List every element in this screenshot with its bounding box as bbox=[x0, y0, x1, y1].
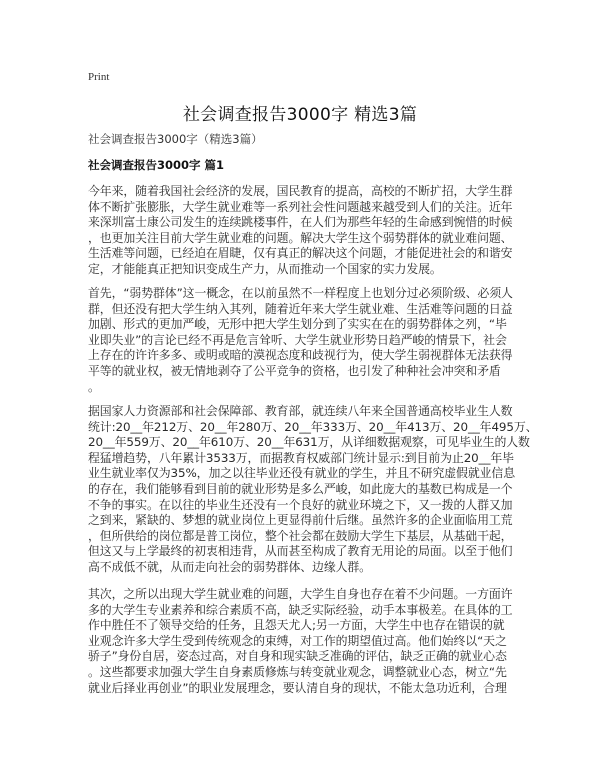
paragraph-line: 今年来，随着我国社会经济的发展，国民教育的提高，高校的不断扩招，大学生群 bbox=[88, 184, 513, 198]
paragraph-line: 的存在，我们能够看到目前的就业形势是多么严峻，如此庞大的基数已构成是一个 bbox=[88, 481, 513, 496]
paragraph-line: 统计:20__年212万、20__年280万、20__年333万、20__年413万、20__年495万、 bbox=[88, 419, 538, 434]
paragraph-line: 之到来，紧缺的、梦想的就业岗位上更显得前什后继。虽然许多的企业面临用工荒 bbox=[88, 513, 513, 528]
paragraph-line: 作中胜任不了领导交给的任务，且怨天尤人;另一方面，大学生中也存在错误的就 bbox=[88, 618, 505, 633]
paragraph-line: 据国家人力资源部和社会保障部、教育部，就连续八年来全国普通高校毕业生人数 bbox=[88, 404, 513, 418]
paragraph-line: 。这些都要求加强大学生自身素质修炼与转变就业观念，调整就业心态，树立“先 bbox=[88, 664, 507, 679]
paragraph-line: 。 bbox=[88, 379, 100, 394]
paragraph-line: 加剧、形式的更加严峻，无形中把大学生划分到了实实在在的弱势群体之列，“毕 bbox=[88, 317, 507, 332]
paragraph-1 bbox=[88, 184, 512, 278]
paragraph-line: 多的大学生专业素养和综合素质不高，缺乏实际经验，动手本事极差。在具体的工 bbox=[88, 602, 513, 617]
paragraph-line: ，但所供给的岗位都是普工岗位，整个社会都在鼓励大学生下基层，从基础干起， bbox=[88, 528, 513, 543]
paragraph-line: 业生就业率仅为35%，加之以往毕业还役有就业的学生，并且不研究虚假就业信息 bbox=[88, 466, 516, 481]
paragraph-line: 但这又与上学最终的初衷相违背，从而甚至构成了教育无用论的局面。以至于他们 bbox=[88, 544, 513, 559]
paragraph-line: 业观念许多大学生受到传统观念的束缚，对工作的期望值过高。他们始终以“天之 bbox=[88, 633, 507, 648]
section-heading: 社会调查报告3000字 篇1 bbox=[88, 158, 225, 172]
paragraph-line: 生活难等问题，已经迫在眉睫，仅有真正的解决这个问题，才能促进社会的和谐安 bbox=[88, 246, 513, 261]
paragraph-line: 程猛增趋势，八年累计3533万，而据教育权威部门统计显示:到目前为止20__年毕 bbox=[88, 450, 514, 465]
paragraph-line: 高不成低不就，从而走向社会的弱势群体、边缘人群。 bbox=[88, 559, 371, 574]
paragraph-line: 平等的就业权，被无情地剥夺了公平竞争的资格，也引发了种种社会冲突和矛盾 bbox=[88, 363, 501, 378]
paragraph-line: 20__年559万、20__年610万、20__年631万，从详细数据观察，可见毕业生的人数 bbox=[88, 435, 530, 450]
print-label[interactable]: Print bbox=[88, 71, 110, 83]
paragraph-line: 上存在的许许多多、或明或暗的漠视态度和歧视行为，使大学生弱视群体无法获得 bbox=[88, 348, 513, 363]
paragraph-line: 群，但还没有把大学生纳入其列，随着近年来大学生就业难、生活难等问题的日益 bbox=[88, 301, 513, 316]
paragraph-line: ，也更加关注目前大学生就业难的问题。解决大学生这个弱势群体的就业难问题、 bbox=[88, 230, 513, 245]
paragraph-line: 体不断扩张膨胀，大学生就业难等一系列社会性问题越来越受到人们的关注。近年 bbox=[88, 199, 513, 214]
paragraph-line: 骄子”身份自居，姿态过高，对自身和现实缺乏准确的评估，缺乏正确的就业心态 bbox=[88, 649, 507, 664]
document-title: 社会调查报告3000字 精选3篇 bbox=[182, 105, 418, 125]
document-subtitle: 社会调查报告3000字（精选3篇） bbox=[88, 132, 263, 146]
paragraph-line: 其次，之所以出现大学生就业难的问题，大学生自身也存在着不少问题。一方面许 bbox=[88, 587, 513, 601]
paragraph-4 bbox=[88, 587, 512, 696]
paragraph-line: 定，才能能真正把知识变成生产力，从而推动一个国家的实力发展。 bbox=[88, 261, 442, 276]
paragraph-line: 首先，“弱势群体”这一概念，在以前虽然不一样程度上也划分过必须阶级、必须人 bbox=[88, 286, 513, 300]
paragraph-3 bbox=[88, 404, 538, 576]
paragraph-line: 来深圳富士康公司发生的连续跳楼事件，在人们为那些年轻的生命感到惋惜的时候 bbox=[88, 215, 513, 230]
paragraph-line: 业即失业”的言论已经不再是危言耸听、大学生就业形势日趋严峻的情景下，社会 bbox=[88, 332, 507, 347]
paragraph-line: 不争的事实。在以往的毕业生还没有一个良好的就业环境之下，又一拨的人群又加 bbox=[88, 497, 513, 512]
paragraph-2 bbox=[88, 286, 512, 395]
paragraph-line: 就业后择业再创业”的职业发展理念，要认清自身的现状，不能太急功近利，合理 bbox=[88, 680, 507, 695]
